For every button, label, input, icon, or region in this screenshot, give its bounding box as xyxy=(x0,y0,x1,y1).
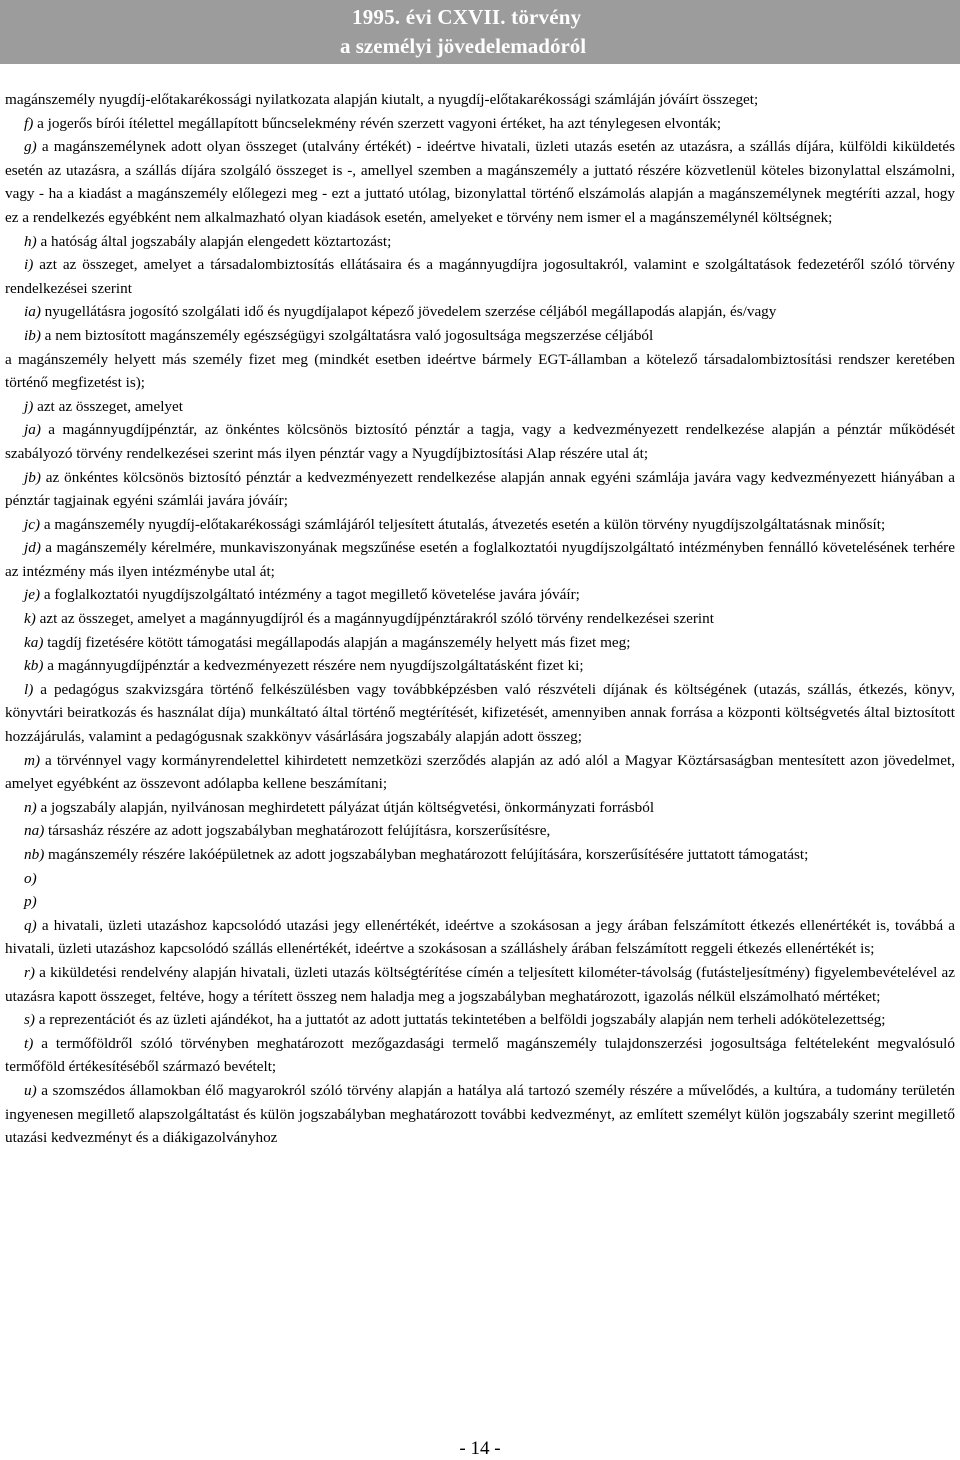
document-subtitle: a személyi jövedelemadóról xyxy=(340,34,587,58)
paragraph-label: n) xyxy=(24,798,37,816)
paragraph-text: nyugellátásra jogosító szolgálati idő és nyugdíjalapot képező jövedelem szerzése céljából megállapodás alapján, és/vagy xyxy=(40,303,777,321)
paragraph xyxy=(5,513,955,537)
paragraph xyxy=(5,324,955,348)
paragraph xyxy=(5,88,955,112)
paragraph-text: magánszemély nyugdíj-előtakarékossági nyilatkozata alapján kiutalt, a nyugdíj-előtakarékossági számláján jóváírt összeget; xyxy=(5,91,759,108)
paragraph xyxy=(5,1032,955,1079)
paragraph xyxy=(5,631,955,655)
paragraph xyxy=(5,749,955,796)
paragraph-label: je) xyxy=(24,586,41,604)
paragraph-text: a kiküldetési rendelvény alapján hivatali, üzleti utazás költségtérítése címén a teljesített kilométer-távolság (futásteljesítmény) figyelembevételével az utazásra kapott összeget, feltéve, hogy a térített összeg nem haladja meg a jogszabályban meghatározott, igazolás nélkül elszámolható mértéket; xyxy=(5,963,955,1005)
paragraph-text: a törvénnyel vagy kormányrendelettel kihirdetett nemzetközi szerződés alapján az adó alól a Magyar Köztársaságban mentesített azon jövedelmet, amelyet egyébként az összevont adólapba kellene beszámítani; xyxy=(5,751,955,793)
paragraph-text: a jogerős bírói ítélettel megállapított bűncselekmény révén szerzett vagyoni értéket, ha azt ténylegesen elvonták; xyxy=(33,114,722,132)
paragraph xyxy=(5,348,955,395)
paragraph xyxy=(5,678,955,749)
paragraph-label: i) xyxy=(24,256,34,274)
paragraph xyxy=(5,819,955,843)
paragraph-label: ib) xyxy=(24,326,41,344)
paragraph xyxy=(5,135,955,229)
paragraph-text: magánszemély részére lakóépületnek az adott jogszabályban meghatározott felújítására, korszerűsítésére juttatott támogatást; xyxy=(44,846,809,863)
paragraph-label: g) xyxy=(24,138,37,156)
paragraph-label: s) xyxy=(24,1011,35,1029)
paragraph-text: a hatóság által jogszabály alapján elengedett köztartozást; xyxy=(36,232,392,250)
paragraph xyxy=(5,536,955,583)
paragraph xyxy=(5,253,955,300)
document-title: 1995. évi CXVII. törvény xyxy=(352,5,582,29)
paragraph-label: m) xyxy=(24,751,41,769)
paragraph-text: a magánszemély kérelmére, munkaviszonyának megszűnése esetén a foglalkoztatói nyugdíjszolgáltató intézményben fennálló követelésének terhére az intézmény más ilyen intézménybe utal át; xyxy=(5,539,955,580)
paragraph xyxy=(5,961,955,1008)
paragraph-text: azt az összeget, amelyet a magánnyugdíjról és a magánnyugdíjpénztárakról szóló törvény rendelkezései szerint xyxy=(35,610,714,628)
paragraph-label: jd) xyxy=(24,539,41,557)
paragraph xyxy=(5,867,955,891)
paragraph-label: k) xyxy=(24,610,36,628)
paragraph-text: a magánszemélynek adott olyan összeget (utalvány értékét) - ideértve hivatali, üzleti utazás esetén az utazásra, a szállás díjára, külföldi kiküldetés esetén az utazásra, a szállás díjára szolgáló összeget is -, amellyel szemben a magánszemély a juttató részére közvetlenül köteles bizonylattal elszámolni, vagy - ha a kiadást a magánszemély előlegezi meg - ezt a juttató utólag, bizonylattal történő elszámolás alapján a magánszemélynek megtéríti azzal, hogy ez a rendelkezés egyébként nem alkalmazható olyan kiadások esetén, amelyeket e törvény nem ismer el a magánszemélynél költségnek; xyxy=(5,138,955,226)
paragraph-text: a magánnyugdíjpénztár, az önkéntes kölcsönös biztosító pénztár a tagja, vagy a kedvezményezett rendelkezése alapján a pénztár működését szabályozó törvény rendelkezései szerint más ilyen pénztár vagy a Nyugdíjbiztosítási Alap részére utal át; xyxy=(5,421,955,462)
header-bar xyxy=(0,0,960,64)
paragraph-label: ka) xyxy=(24,633,44,651)
paragraph xyxy=(5,583,955,607)
paragraph-label: f) xyxy=(24,114,34,132)
paragraph-label: r) xyxy=(24,963,35,981)
paragraph-text: a magánszemély nyugdíj-előtakarékossági számlájáról teljesített átutalás, átvezetés esetén a külön törvény nyugdíjszolgáltatásnak minősít; xyxy=(40,515,886,533)
paragraph-text: az önkéntes kölcsönös biztosító pénztár a kedvezményezett rendelkezése alapján annak egyéni számlája javára vagy kedvezményezett hiányában a pénztár tagjainak egyéni számlái javára jóváír; xyxy=(5,468,955,510)
paragraph-text: a magánnyugdíjpénztár a kedvezményezett részére nem nyugdíjszolgáltatásként fizet ki; xyxy=(43,657,584,675)
paragraph xyxy=(5,1079,955,1150)
paragraph-text: a foglalkoztatói nyugdíjszolgáltató intézmény a tagot megillető követelése javára jóváír; xyxy=(40,586,580,604)
paragraph xyxy=(5,796,955,820)
paragraph xyxy=(5,466,955,513)
paragraph xyxy=(5,112,955,136)
paragraph-label: ja) xyxy=(24,421,41,439)
paragraph-label: jc) xyxy=(24,515,41,533)
paragraph-label: na) xyxy=(24,822,45,840)
paragraph-text: tagdíj fizetésére kötött támogatási megállapodás alapján a magánszemély helyett más fizet meg; xyxy=(43,633,631,651)
paragraph-label: jb) xyxy=(24,468,41,486)
paragraph-text: a hivatali, üzleti utazáshoz kapcsolódó utazási jegy ellenértékét, ideértve a szokásosan a jegy árában felszámított étkezés ellenértékét is, továbbá a hivatali, üzleti utazáshoz kapcsolódó szállás ellenértékét, ideértve a szokásosan a szálláshely árában felszámított reggeli étkezés ellenértékét is; xyxy=(5,916,955,958)
paragraph-label: h) xyxy=(24,232,37,250)
paragraph-label: u) xyxy=(24,1081,37,1099)
paragraph xyxy=(5,890,955,914)
paragraph xyxy=(5,395,955,419)
paragraph-label: j) xyxy=(24,397,34,415)
paragraph-label: o) xyxy=(24,869,37,887)
paragraph-text: a termőföldről szóló törvényben meghatározott mezőgazdasági termelő magánszemély tulajdonszerzési jogosultsága feltételeként megvalósuló termőföld értékesítéséből származó bevételt; xyxy=(5,1034,955,1076)
paragraph-text: a magánszemély helyett más személy fizet meg (mindkét esetben ideértve bármely EGT-államban a kötelező társadalombiztosítási rendszer keretében történő megfizetést is); xyxy=(5,350,955,392)
paragraph-text: azt az összeget, amelyet a társadalombiztosítás ellátásaira és a magánnyugdíjra jogosultakról, valamint e szolgáltatások fedezetéről szóló törvény rendelkezései szerint xyxy=(5,256,955,297)
page-number: - 14 - xyxy=(459,1438,501,1459)
paragraph-label: l) xyxy=(24,680,34,698)
paragraph xyxy=(5,230,955,254)
paragraph-label: kb) xyxy=(24,657,44,675)
paragraph-text: a szomszédos államokban élő magyarokról szóló törvény alapján a hatálya alá tartozó személy részére a művelődés, a kultúra, a tudomány területén ingyenesen megillető alapszolgáltatást és külön jogszabályban meghatározott további kedvezményt, az említett személyt külön jogszabály szerint megillető utazási kedvezményt és a diákigazolványhoz xyxy=(5,1081,955,1147)
paragraph xyxy=(5,914,955,961)
paragraph-label: t) xyxy=(24,1034,34,1052)
paragraph-label: q) xyxy=(24,916,37,934)
paragraph xyxy=(5,843,955,867)
paragraph-label: p) xyxy=(24,893,37,911)
paragraph-label: nb) xyxy=(24,846,45,863)
paragraph xyxy=(5,418,955,465)
paragraph-text: a nem biztosított magánszemély egészségügyi szolgáltatásra való jogosultsága megszerzése céljából xyxy=(40,326,654,344)
paragraph-text: társasház részére az adott jogszabályban meghatározott felújításra, korszerűsítésre, xyxy=(44,822,551,840)
paragraph-text: azt az összeget, amelyet xyxy=(33,397,183,415)
paragraph-text: a jogszabály alapján, nyilvánosan meghirdetett pályázat útján költségvetési, önkormányzati forrásból xyxy=(36,798,655,816)
paragraph xyxy=(5,1008,955,1032)
paragraph xyxy=(5,300,955,324)
paragraph-label: ia) xyxy=(24,303,41,321)
paragraph xyxy=(5,607,955,631)
paragraph xyxy=(5,654,955,678)
paragraph-text: a pedagógus szakvizsgára történő felkészülésben vagy továbbképzésben való részvételi díjának és költségének (utazás, szállás, étkezés, könyv, könyvtári beiratkozás és használat díja) munkáltató által történő megtérítését, kifizetését, amennyiben annak forrása a központi költségvetés által biztosított hozzájárulás, valamint a pedagógusnak szakkönyv vásárlására jogszabály alapján adott összeg; xyxy=(5,680,955,746)
document-body xyxy=(5,88,955,1150)
paragraph-text: a reprezentációt és az üzleti ajándékot, ha a juttatót az adott juttatás tekintetében a belföldi jogszabály alapján nem terheli adókötelezettség; xyxy=(34,1011,886,1029)
